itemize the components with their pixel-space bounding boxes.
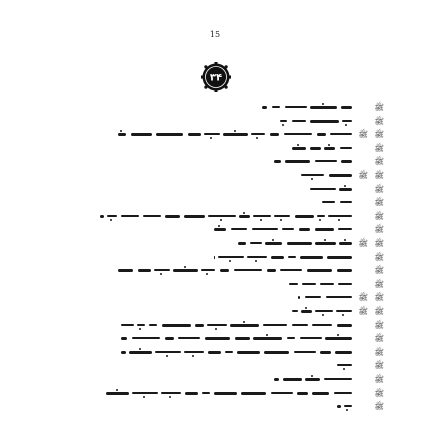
salawat-glyph: ﷺ xyxy=(374,280,384,289)
diacritic-dot xyxy=(345,124,347,126)
diacritic-dot xyxy=(139,328,141,330)
word-stroke xyxy=(129,351,152,354)
word-stroke xyxy=(339,242,352,245)
word-stroke xyxy=(299,228,310,231)
text-line xyxy=(214,225,352,234)
salawat-glyph: ﷺ xyxy=(374,225,384,234)
diacritic-dot xyxy=(337,334,339,336)
line-bullets xyxy=(360,280,430,289)
word-stroke xyxy=(272,106,280,108)
line-bullets xyxy=(360,185,430,194)
text-line xyxy=(121,321,352,330)
word-stroke xyxy=(310,188,336,190)
diacritic-dot xyxy=(282,124,284,126)
word-stroke xyxy=(265,242,282,245)
word-stroke xyxy=(287,242,312,245)
word-stroke xyxy=(280,120,287,122)
word-stroke xyxy=(204,133,220,135)
text-line xyxy=(274,157,352,166)
text-line xyxy=(274,375,352,384)
word-stroke xyxy=(121,337,127,340)
word-stroke xyxy=(223,133,248,136)
word-stroke xyxy=(234,269,262,271)
word-stroke xyxy=(334,392,352,394)
line-bullets xyxy=(360,157,430,166)
word-stroke xyxy=(207,324,227,326)
diacritic-dot xyxy=(280,219,282,221)
word-stroke xyxy=(154,269,170,271)
word-stroke xyxy=(165,215,180,218)
word-stroke xyxy=(205,337,230,340)
word-stroke xyxy=(307,269,332,272)
salawat-glyph: ﷺ xyxy=(374,253,384,262)
word-stroke xyxy=(247,256,267,258)
diacritic-dot xyxy=(184,266,186,268)
word-stroke xyxy=(337,269,352,272)
word-stroke xyxy=(131,133,152,136)
word-stroke xyxy=(327,256,352,259)
text-line xyxy=(118,266,352,275)
word-stroke xyxy=(315,242,336,245)
word-stroke xyxy=(237,351,260,354)
word-stroke xyxy=(325,337,352,340)
salawat-glyph: ﷺ xyxy=(374,144,384,153)
diacritic-dot xyxy=(328,144,330,146)
word-stroke xyxy=(156,133,183,136)
text-line xyxy=(118,130,352,139)
word-stroke xyxy=(340,201,352,203)
diacritic-dot xyxy=(338,219,340,221)
word-stroke xyxy=(270,133,279,136)
word-stroke xyxy=(315,310,333,312)
word-stroke xyxy=(118,269,133,272)
salawat-glyph: ﷺ xyxy=(358,293,368,302)
salawat-glyph: ﷺ xyxy=(374,293,384,302)
word-stroke xyxy=(338,283,352,285)
word-stroke xyxy=(208,351,221,354)
word-stroke xyxy=(329,174,352,177)
word-stroke xyxy=(344,405,352,407)
word-stroke xyxy=(310,147,321,150)
word-stroke xyxy=(317,133,326,136)
line-bullets xyxy=(360,266,430,275)
word-stroke xyxy=(264,351,289,354)
word-stroke xyxy=(300,337,322,339)
salawat-glyph: ﷺ xyxy=(374,266,384,275)
diacritic-dot xyxy=(344,185,346,187)
word-stroke xyxy=(283,378,302,381)
word-stroke xyxy=(267,269,276,272)
word-stroke xyxy=(292,147,306,150)
word-stroke xyxy=(188,133,201,136)
diacritic-dot xyxy=(218,225,220,227)
word-stroke xyxy=(184,351,204,353)
word-stroke xyxy=(121,351,126,354)
word-stroke xyxy=(328,215,352,217)
word-stroke xyxy=(305,296,321,298)
word-stroke xyxy=(262,106,267,109)
diacritic-dot xyxy=(343,368,345,370)
line-bullets xyxy=(360,253,430,262)
line-bullets xyxy=(360,348,430,357)
line-bullets xyxy=(360,402,430,411)
word-stroke xyxy=(341,106,352,109)
word-stroke xyxy=(341,160,352,163)
word-stroke xyxy=(118,133,126,136)
word-stroke xyxy=(132,337,160,339)
word-stroke xyxy=(155,351,181,353)
word-stroke xyxy=(315,228,334,231)
salawat-glyph: ﷺ xyxy=(374,117,384,126)
salawat-glyph: ﷺ xyxy=(374,348,384,357)
salawat-glyph: ﷺ xyxy=(374,321,384,330)
diacritic-dot xyxy=(116,389,118,391)
word-stroke xyxy=(271,256,284,259)
word-stroke xyxy=(143,215,161,217)
salawat-glyph: ﷺ xyxy=(374,171,384,180)
diacritic-dot xyxy=(143,396,145,398)
word-stroke xyxy=(292,120,306,122)
word-stroke xyxy=(300,256,323,259)
text-line xyxy=(262,103,352,112)
word-stroke xyxy=(214,392,237,395)
word-stroke xyxy=(317,215,325,217)
word-stroke xyxy=(201,269,215,271)
word-stroke xyxy=(301,310,312,313)
diacritic-dot xyxy=(272,239,274,241)
diacritic-dot xyxy=(166,355,168,357)
word-stroke xyxy=(235,337,250,340)
diacritic-dot xyxy=(297,144,299,146)
line-bullets xyxy=(360,144,430,153)
word-stroke xyxy=(238,242,246,245)
salawat-glyph: ﷺ xyxy=(374,103,384,112)
line-bullets xyxy=(360,334,430,343)
text-line xyxy=(322,198,352,207)
word-stroke xyxy=(287,337,295,339)
word-stroke xyxy=(335,351,352,354)
word-stroke xyxy=(338,228,352,230)
word-stroke xyxy=(178,337,200,339)
line-bullets xyxy=(360,375,430,384)
diacritic-dot xyxy=(344,239,346,241)
word-stroke xyxy=(310,106,337,109)
salawat-glyph: ﷺ xyxy=(374,389,384,398)
word-stroke xyxy=(337,324,352,327)
salawat-glyph: ﷺ xyxy=(374,334,384,343)
diacritic-dot xyxy=(220,219,222,221)
text-line xyxy=(337,361,352,370)
diacritic-dot xyxy=(342,314,344,316)
word-stroke xyxy=(250,242,262,244)
word-stroke xyxy=(184,215,205,218)
text-line xyxy=(238,239,352,248)
word-stroke xyxy=(340,147,352,149)
salawat-glyph: ﷺ xyxy=(374,212,384,221)
line-bullets xyxy=(360,130,430,139)
word-stroke xyxy=(295,215,314,218)
word-stroke xyxy=(324,147,335,150)
word-stroke xyxy=(225,351,233,353)
word-stroke xyxy=(310,120,339,123)
page-number: 15 xyxy=(209,30,221,39)
diacritic-dot xyxy=(322,103,324,105)
diacritic-dot xyxy=(215,328,217,330)
word-stroke xyxy=(106,392,129,395)
word-stroke xyxy=(253,337,282,340)
word-stroke xyxy=(173,269,198,272)
word-stroke xyxy=(149,324,157,326)
word-stroke xyxy=(185,392,198,395)
line-bullets xyxy=(360,117,430,126)
diacritic-dot xyxy=(305,307,307,309)
text-line xyxy=(301,171,352,180)
word-stroke xyxy=(342,120,352,122)
word-stroke xyxy=(132,392,158,394)
line-bullets xyxy=(360,225,430,234)
chapter-badge-numeral: ۳۴ xyxy=(209,72,223,84)
diacritic-dot xyxy=(169,396,171,398)
word-stroke xyxy=(301,174,324,176)
text-line xyxy=(337,402,352,411)
diacritic-dot xyxy=(311,375,313,377)
salawat-glyph: ﷺ xyxy=(374,239,384,248)
word-stroke xyxy=(208,215,236,217)
word-stroke xyxy=(218,256,244,258)
word-stroke xyxy=(282,228,294,230)
word-stroke xyxy=(161,392,181,394)
word-stroke xyxy=(252,228,278,230)
salawat-glyph: ﷺ xyxy=(374,157,384,166)
word-stroke xyxy=(214,256,215,259)
word-stroke xyxy=(297,392,308,395)
word-stroke xyxy=(305,378,320,381)
word-stroke xyxy=(251,133,265,135)
salawat-glyph: ﷺ xyxy=(374,375,384,384)
diacritic-dot xyxy=(260,219,262,221)
line-bullets xyxy=(360,103,430,112)
diacritic-dot xyxy=(160,273,162,275)
word-stroke xyxy=(263,324,287,326)
word-stroke xyxy=(330,133,352,135)
word-stroke xyxy=(292,324,308,326)
diacritic-dot xyxy=(120,130,122,132)
word-stroke xyxy=(339,188,352,191)
salawat-glyph: ﷺ xyxy=(358,171,368,180)
diacritic-dot xyxy=(324,239,326,241)
text-line xyxy=(103,389,352,398)
diacritic-dot xyxy=(110,219,112,221)
salawat-glyph: ﷺ xyxy=(374,361,384,370)
diacritic-dot xyxy=(256,137,258,139)
word-stroke xyxy=(230,324,259,327)
word-stroke xyxy=(202,392,210,394)
diacritic-dot xyxy=(234,130,236,132)
salawat-glyph: ﷺ xyxy=(358,130,368,139)
word-stroke xyxy=(288,256,296,258)
word-stroke xyxy=(121,324,134,326)
word-stroke xyxy=(274,160,281,163)
diacritic-dot xyxy=(311,178,313,180)
word-stroke xyxy=(274,215,290,217)
word-stroke xyxy=(324,378,352,380)
diacritic-dot xyxy=(322,314,324,316)
word-stroke xyxy=(239,215,250,218)
diacritic-dot xyxy=(139,348,141,350)
diacritic-dot xyxy=(319,219,321,221)
word-stroke xyxy=(322,201,335,203)
salawat-glyph: ﷺ xyxy=(374,130,384,139)
diacritic-dot xyxy=(206,273,208,275)
diacritic-dot xyxy=(192,355,194,357)
word-stroke xyxy=(241,392,266,395)
diacritic-dot xyxy=(243,212,245,214)
line-bullets xyxy=(360,198,430,207)
word-stroke xyxy=(289,283,298,285)
text-line xyxy=(121,334,352,343)
text-line xyxy=(121,348,352,357)
word-stroke xyxy=(336,310,352,312)
word-stroke xyxy=(315,160,337,162)
diacritic-dot xyxy=(210,137,212,139)
word-stroke xyxy=(165,337,174,340)
salawat-glyph: ﷺ xyxy=(374,307,384,316)
word-stroke xyxy=(294,351,316,353)
diacritic-dot xyxy=(346,409,348,411)
word-stroke xyxy=(326,296,352,298)
text-line xyxy=(310,185,352,194)
line-bullets xyxy=(360,321,430,330)
word-stroke xyxy=(138,269,151,272)
word-stroke xyxy=(100,215,104,218)
word-stroke xyxy=(107,215,117,217)
line-bullets xyxy=(360,389,430,398)
salawat-glyph: ﷺ xyxy=(358,239,368,248)
word-stroke xyxy=(214,228,226,231)
word-stroke xyxy=(271,392,293,394)
salawat-glyph: ﷺ xyxy=(358,307,368,316)
text-line xyxy=(298,293,352,302)
word-stroke xyxy=(312,324,332,326)
line-bullets xyxy=(360,307,430,316)
text-line xyxy=(292,144,352,153)
word-stroke xyxy=(284,133,312,135)
word-stroke xyxy=(162,324,191,327)
word-stroke xyxy=(298,296,300,299)
line-bullets xyxy=(360,361,430,370)
diacritic-dot xyxy=(229,260,231,262)
word-stroke xyxy=(285,106,307,108)
salawat-glyph: ﷺ xyxy=(374,185,384,194)
text-line xyxy=(289,280,352,289)
salawat-glyph: ﷺ xyxy=(374,402,384,411)
line-bullets xyxy=(360,212,430,221)
salawat-glyph: ﷺ xyxy=(374,198,384,207)
line-bullets xyxy=(360,239,430,248)
diacritic-dot xyxy=(266,334,268,336)
word-stroke xyxy=(231,228,247,230)
word-stroke xyxy=(292,310,298,312)
word-stroke xyxy=(302,283,316,285)
word-stroke xyxy=(337,405,341,408)
word-stroke xyxy=(285,160,310,163)
text-line xyxy=(100,212,352,221)
word-stroke xyxy=(137,324,145,326)
word-stroke xyxy=(280,269,302,271)
word-stroke xyxy=(320,283,334,285)
word-stroke xyxy=(121,215,139,217)
word-stroke xyxy=(195,324,204,327)
word-stroke xyxy=(337,364,352,366)
line-bullets xyxy=(360,171,430,180)
line-bullets xyxy=(360,293,430,302)
text-line xyxy=(292,307,352,316)
diacritic-dot xyxy=(255,260,257,262)
word-stroke xyxy=(274,378,279,381)
text-line xyxy=(280,117,352,126)
word-stroke xyxy=(220,269,229,272)
diacritic-dot xyxy=(243,321,245,323)
word-stroke xyxy=(320,351,331,354)
text-line xyxy=(214,253,352,262)
word-stroke xyxy=(253,215,271,217)
word-stroke xyxy=(312,392,329,395)
